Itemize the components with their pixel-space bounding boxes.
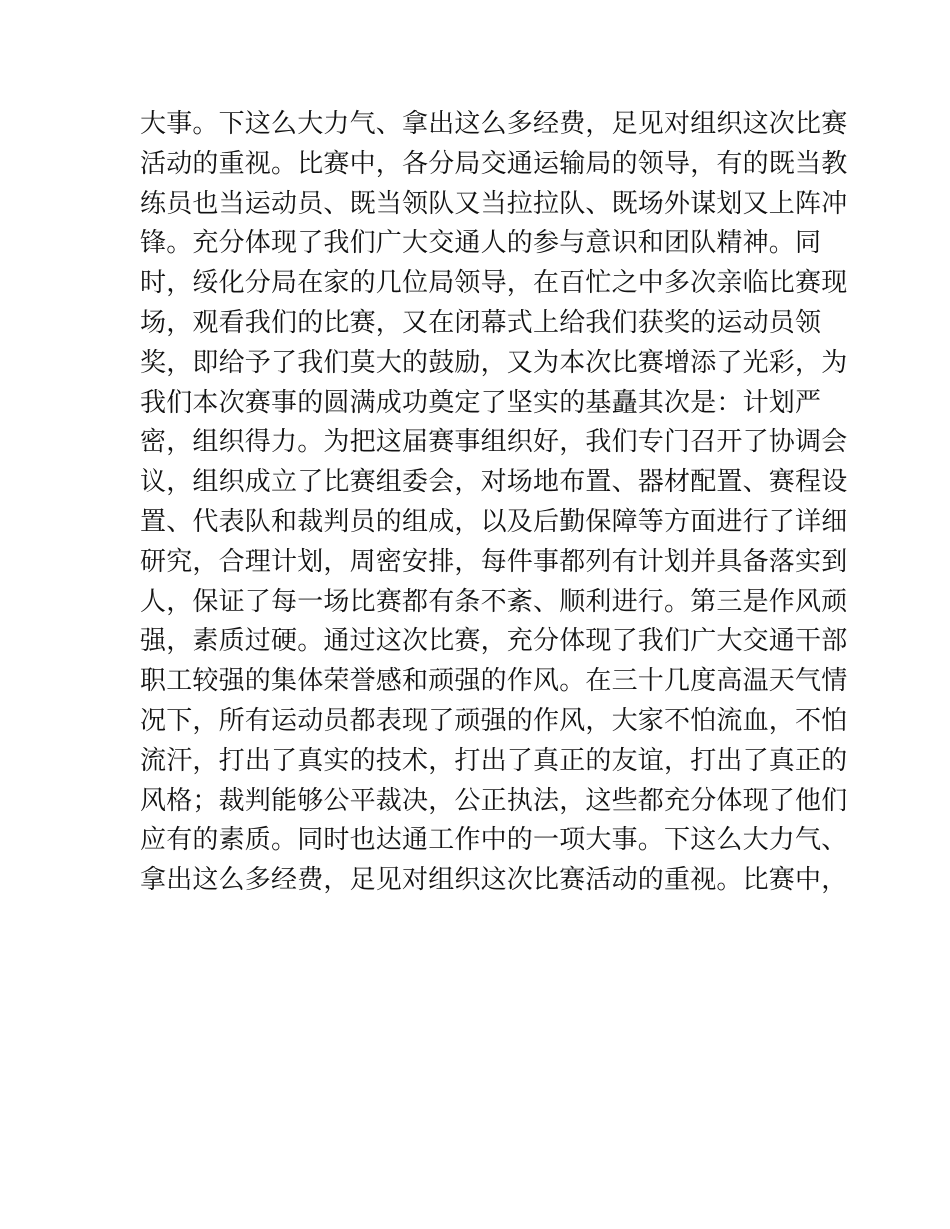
body-text	[140, 105, 848, 901]
text-line: 我们本次赛事的圆满成功奠定了坚实的基矗其次是：计划严	[140, 387, 822, 418]
text-line: 置、代表队和裁判员的组成，以及后勤保障等方面进行了详细	[140, 506, 848, 537]
text-line: 应有的素质。同时也达通工作中的一项大事。下这么大力气、	[140, 825, 848, 856]
text-line: 研究，合理计划，周密安排，每件事都列有计划并具备落实到	[140, 546, 848, 577]
text-line: 人，保证了每一场比赛都有条不紊、顺利进行。第三是作风顽	[140, 586, 848, 617]
text-line: 时，绥化分局在家的几位局领导，在百忙之中多次亲临比赛现	[140, 268, 848, 299]
text-line: 奖，即给予了我们莫大的鼓励，又为本次比赛增添了光彩，为	[140, 347, 848, 378]
text-line: 职工较强的集体荣誉感和顽强的作风。在三十几度高温天气情	[140, 666, 848, 697]
text-line: 强，素质过硬。通过这次比赛，充分体现了我们广大交通干部	[140, 626, 848, 657]
text-line: 大事。下这么大力气、拿出这么多经费，足见对组织这次比赛	[140, 109, 848, 139]
text-line: 况下，所有运动员都表现了顽强的作风，大家不怕流血，不怕	[140, 705, 848, 736]
text-line: 密，组织得力。为把这届赛事组织好，我们专门召开了协调会	[140, 427, 848, 458]
text-line: 拿出这么多经费，足见对组织这次比赛活动的重视。比赛中，	[140, 865, 848, 896]
text-line: 场，观看我们的比赛，又在闭幕式上给我们获奖的运动员领	[140, 307, 822, 338]
text-line: 锋。充分体现了我们广大交通人的参与意识和团队精神。同	[140, 228, 822, 259]
text-line: 风格；裁判能够公平裁决，公正执法，这些都充分体现了他们	[140, 785, 848, 816]
text-line: 活动的重视。比赛中，各分局交通运输局的领导，有的既当教	[140, 148, 848, 179]
text-line: 议，组织成立了比赛组委会，对场地布置、器材配置、赛程设	[140, 467, 848, 498]
text-line: 流汗，打出了真实的技术，打出了真正的友谊，打出了真正的	[140, 745, 848, 776]
text-line: 练员也当运动员、既当领队又当拉拉队、既场外谋划又上阵冲	[140, 188, 848, 219]
